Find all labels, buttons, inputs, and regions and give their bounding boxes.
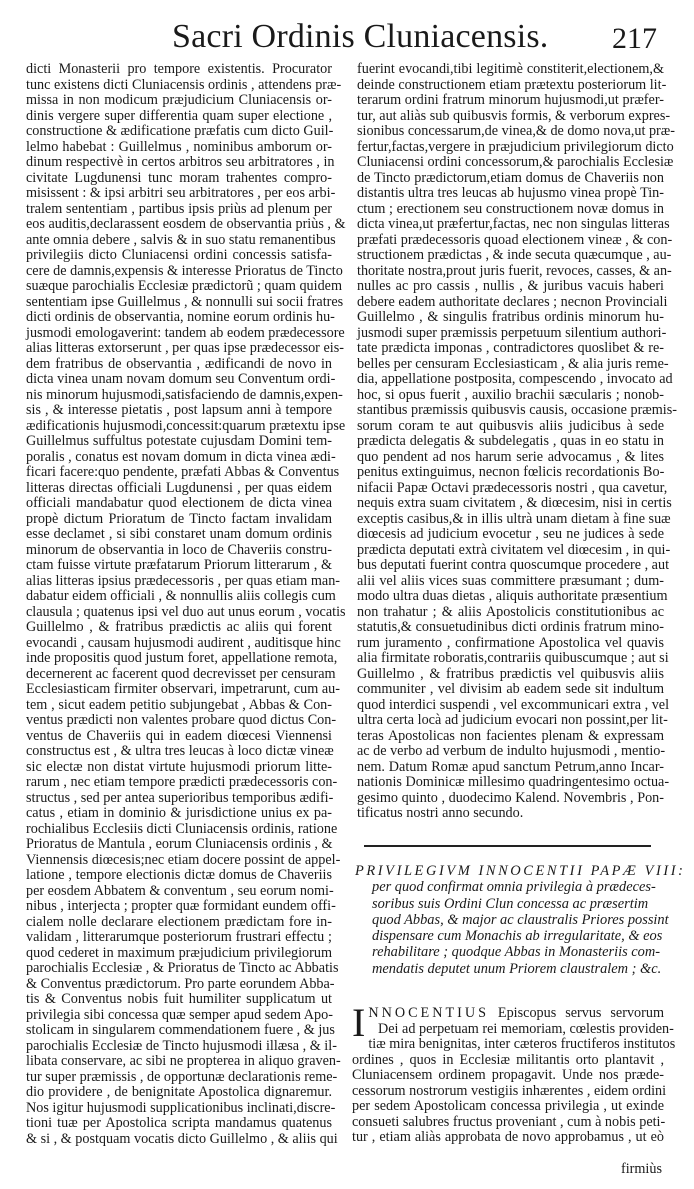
text-line: tioni tuæ per Apostolica scripta mandamus quatenus <box>26 1115 332 1131</box>
text-line: nem. Datum Romæ apud sanctum Petrum,anno Incar- <box>357 758 664 775</box>
running-header <box>0 18 694 62</box>
text-line: inde propositis quod justum foret, appellatione remota, <box>26 650 338 666</box>
text-line: rum juramento , confirmatione Apostolica vel quavis <box>357 634 664 651</box>
text-line: eos auditis,declarassent eosdem de observantia priùs , & <box>26 216 346 232</box>
rubric-line: rehabilitare ; quodque Abbas in Monasteriis com- <box>372 944 661 961</box>
text-line: penitus extinguimus, necnon fœlicis recordationis Bo- <box>357 464 665 480</box>
section-divider-rule <box>364 845 651 847</box>
text-line: nibus , interjecta ; propter quæ formidant eundem offi- <box>26 898 336 914</box>
rubric-line: soribus suis Ordini Clun concessa ac præsertim <box>372 895 649 912</box>
text-line: quo pendent ad nos harum serie advocamus , & lites <box>357 448 664 465</box>
text-line: sic electæ non distat virtute hujusmodi priorum litte- <box>26 758 332 775</box>
text-line: esse declamet , si sibi constaret unam domum ordinis <box>26 526 332 542</box>
text-line: thoritate nostra,prout juris fuerit, revoces, casses, & an- <box>357 262 672 279</box>
text-line: clausula ; quatenus ipsi vel duo aut unus eorum , vocatis <box>26 603 346 620</box>
text-line: Cluniacensem ordinem propagavit. Unde nos præde- <box>352 1067 664 1083</box>
text-line: dicta vinea unam novam domum seu Conventum ordi- <box>26 371 336 387</box>
text-line: dicti ordinis de observantia, nomine eorum ordinis hu- <box>26 309 335 325</box>
rubric-title: PRIVILEGIVM INNOCENTII PAPÆ VIII: <box>355 863 686 879</box>
rubric-line: per quod confirmat omnia privilegia à prædeces- <box>372 879 656 896</box>
text-line: decernerent ac facerent quod decrevisset per censuram <box>26 665 336 682</box>
text-line: structionem prædictas , & inde secuta quæcumque , au- <box>357 247 672 263</box>
text-line: Nos igitur hujusmodi supplicationibus inclinati,discre- <box>26 1099 336 1116</box>
text-line: stantibus præmissis quibusvis causis, occasione præmis- <box>357 402 677 418</box>
rubric-heading <box>355 863 686 977</box>
text-line: dicti Monasterii pro tempore existentis. Procurator <box>26 61 332 77</box>
text-line: missa in non modicum præjudicium Cluniacensis or- <box>26 92 332 108</box>
text-line: & si , & postquam vocatis dicto Guillelmo , & aliis qui <box>26 1130 338 1147</box>
drop-cap: I <box>352 1000 366 1045</box>
text-line: validam , litterarumque posteriorum frustrari effectu ; <box>26 929 332 945</box>
text-line: de Tincto prædictorum,etiam domus de Chaveriis non <box>357 169 664 186</box>
text-line: ficari facere:quo pendente, præfati Abbas & Conventus <box>26 464 340 480</box>
text-line: poralis , conatus est novam domum in dicta vinea ædi- <box>26 448 336 465</box>
text-line: ventus prædicti non valentes probare quod dictus Con- <box>26 712 337 728</box>
text-line: dio providere , de benignitate Apostolica dignaremur. <box>26 1084 332 1100</box>
text-line: ædificationis hujusmodi,concessit:quarum prætextu ipse <box>26 417 346 434</box>
text-line: modo ultra duas dietas , aliquis authoritate præsentium <box>357 588 668 604</box>
rubric-line: quod Abbas, & major ac claustralis Priores possint <box>372 911 669 928</box>
text-line: alias litteras ipsius prædecessoris , per quas etiam man- <box>26 572 341 589</box>
text-line: tificatus nostri anno secundo. <box>357 805 524 821</box>
text-line: alii vel aliis vices suas committere præsumant ; dum- <box>357 572 664 589</box>
rubric-line: mendatis deputet unum Priorem claustralem ; &c. <box>372 960 662 977</box>
bull-first-line-rest: Episcopus servus servorum <box>497 1005 664 1021</box>
bull-incipit: NNOCENTIUS <box>368 1005 489 1021</box>
text-line: quod interdici suspendi , vel excommunicari extra , vel <box>357 696 670 713</box>
text-line: tiæ mira benignitas, inter cæteros fructiferos institutos <box>368 1036 676 1052</box>
text-line: statutis,& consuetudinibus dicti ordinis fratrum mino- <box>357 619 664 635</box>
text-line: ac de verbo ad verbum de indulto hujusmodi , mentio- <box>357 743 666 759</box>
text-line: dicta vinea,ut præfertur,factas, nec non singulas litteras <box>357 216 670 232</box>
text-line: privilegia sibi concessa quæ semper apud sedem Apo- <box>26 1006 333 1023</box>
text-line: fertur,factas,vergere in præjudicium privilegiorum dicto <box>357 138 674 155</box>
text-line: deinde constructionem etiam prætextu posteriorum lit- <box>357 76 667 93</box>
text-line: dabatur eidem officiali , & nonnullis aliis collegis cum <box>26 588 336 604</box>
text-line: consueti salubres fructus proveniant , cum à nobis peti- <box>352 1113 666 1130</box>
text-line: terarum ordini fratrum minorum hujusmodi,ut præfer- <box>357 92 664 108</box>
text-line: tralem sententiam , partibus ipsis priùs ad plenum per <box>26 200 332 217</box>
text-line: debere eadem authoritate declares ; necnon Provinciali <box>357 293 668 310</box>
text-line: cessorum nostrorum vestigiis inhærentes , eidem ordini <box>352 1082 667 1099</box>
text-line: nationis Dominicæ millesimo quadringentesimo octua- <box>357 774 670 790</box>
text-line: Guillelmo , & fratribus prædictis ac aliis qui forent <box>26 619 332 635</box>
rubric-line: dispensare cum Monachis ab irregularitate, & eos <box>372 928 663 945</box>
text-line: rarum , nec etiam tempore prædicti prædecessoris con- <box>26 774 338 790</box>
right-column <box>357 61 677 822</box>
text-line: dia, appellatione postposita, compescendo , invocato ad <box>357 371 673 387</box>
text-line: sorum coram te aut quibusvis aliis judicibus à sede <box>357 417 664 434</box>
text-line: Dei ad perpetuam rei memoriam, cœlestis providen- <box>378 1020 674 1037</box>
text-line: communiter , vel divisim ab eadem sede sit indultum <box>357 681 664 697</box>
text-line: suæque parochialis Ecclesiæ prædictorũ ; quam quidem <box>26 278 342 294</box>
text-line: catus , etiam in dominio & jurisdictione unius ex pa- <box>26 805 332 821</box>
text-line: quod cederet in maximum præjudicium privilegiorum <box>26 944 332 961</box>
bull-text <box>352 1000 676 1146</box>
text-line: dinis vergere super differentia quam super electione , <box>26 107 332 124</box>
text-line: parochialis Ecclesiæ , & Prioratus de Tincto ac Abbatis <box>26 960 339 976</box>
text-line: & Conventus prædictorum. Pro parte eorundem Abba- <box>26 975 335 992</box>
text-line: Cluniacensi ordini concessorum,& parochialis Ecclesiæ <box>357 154 674 170</box>
text-line: tate prædicta imponas , contradictores quoslibet & re- <box>357 340 664 356</box>
text-line: tis & Conventus nobis fuit humiliter supplicatum ut <box>26 991 332 1007</box>
text-line: dem fratribus de observantia , ædificandi de novo in <box>26 355 332 372</box>
text-line: præfati prædecessoris quoad electionem vineæ , & con- <box>357 231 673 248</box>
text-line: dinum respectivè in certos arbitros seu arbitratores , in <box>26 154 335 170</box>
text-line: ctum ; erectionem seu constructionem novæ domus in <box>357 200 664 217</box>
text-line: tunc existens dicti Cluniacensis ordinis , attendens præ- <box>26 76 342 93</box>
text-line: nis minorum hujusmodi,satisfaciendo de damnis,expen- <box>26 386 343 403</box>
text-line: constructione & ædificatione præfatis cum dicto Guil- <box>26 123 334 139</box>
text-line: tur super præmissis , de opportunæ declarationis reme- <box>26 1068 338 1085</box>
text-line: exceptis casibus,& in illis ultrà unam dietam à fine suæ <box>357 510 671 527</box>
text-line: rochialibus Ecclesiis dicti Cluniacensis ordinis, ratione <box>26 820 338 837</box>
text-line: distantis ultra tres leucas ab hujusmo vinea propè Tin- <box>357 185 664 201</box>
text-line: ordines , quos in Ecclesiæ militantis orto plantavit , <box>352 1051 664 1068</box>
text-line: ventus de Chaveriis qui in eadem diœcesi Viennensi <box>26 727 332 744</box>
text-line: hoc, si opus fuerit , auxilio brachii sæcularis ; nonob- <box>357 386 664 403</box>
text-line: per eosdem Abbatem & conventum , seu eorum nomi- <box>26 882 334 899</box>
left-column <box>26 61 346 1147</box>
text-line: structus , sed per antea superioribus temporibus ædifi- <box>26 789 334 806</box>
text-line: officiali mandabatur quod electionem de dicta vinea <box>26 495 332 511</box>
text-line: ultra certa locà ad judicium evocari non possint,per lit- <box>357 712 668 728</box>
text-line: parochialis Ecclesiæ de Tincto hujusmodi illæsa , & il- <box>26 1037 337 1054</box>
text-line: nulles ac pro cassis , nullis , & juribus vacuis haberi <box>357 278 664 294</box>
text-line: civitate Lugdunensi tunc moram trahentes compro- <box>26 169 332 186</box>
text-line: sionibus concessarum,de vinea,& de domo nova,ut præ- <box>357 123 675 139</box>
text-line: privilegiis dicto Cluniacensi ordini concessis satisfa- <box>26 247 332 263</box>
text-line: teras Apostolicas non facientes plenam & expressam <box>357 727 664 744</box>
text-line: tur , etiam aliàs approbata de novo approbamus , ut eò <box>352 1129 664 1145</box>
text-line: libata conservare, ac sibi ne propterea in aliquo graven- <box>26 1053 341 1069</box>
text-line: diœcesis ad judicium evocetur , seu ne judices à sede <box>357 526 664 542</box>
text-line: fuerint evocandi,tibi legitimè constiterit,electionem,& <box>357 61 664 77</box>
text-line: Guillelmo , & singulis fratribus ordinis minorum hu- <box>357 309 664 325</box>
text-line: tem , sicut eadem petitio subjungebat , Abbas & Con- <box>26 696 332 713</box>
text-line: litteras directas officiali Lugdunensi , per quas eidem <box>26 479 332 496</box>
text-line: stolicam in singularem commendationem fuere , & jus <box>26 1022 335 1038</box>
text-line: alias litteras extorserunt , per quas ipse prædecessor eis- <box>26 340 344 356</box>
text-line: prædicta deputati extrà civitatem vel diœcesim , in qui- <box>357 541 671 558</box>
text-line: Prioratus de Mantula , eorum Cluniacensis ordinis , & <box>26 836 333 852</box>
text-line: Guillelmo , & fratribus prædictis vel quibusvis aliis <box>357 665 664 682</box>
text-line: minorum de observantia in loco de Chaveriis constru- <box>26 541 332 558</box>
text-line: jusmodi super præmissis perpetuum silentium authori- <box>357 324 667 341</box>
text-line: evocandi , causam hujusmodi audirent , auditisque hinc <box>26 634 341 651</box>
page-title: Sacri Ordinis Cluniacensis. <box>172 18 549 55</box>
text-line: tur, aut aliàs sub quibusvis formis, & verborum expres- <box>357 107 671 124</box>
text-line: nifacii Papæ Octavi prædecessoris nostri , qua cavetur, <box>357 479 668 496</box>
text-line: ctam fuisse virtute præfatarum Priorum litterarum , & <box>26 557 332 573</box>
text-line: ante omnia debere , salvis & in suo statu remanentibus <box>26 231 336 248</box>
text-line: misissent : & ipsi arbitri seu arbitratores , per eos arbi- <box>26 185 336 201</box>
text-line: jusmodi emologaverint: tandem ab eodem prædecessore <box>26 324 345 341</box>
text-line: lelmo habebat : Guillelmus , nominibus amborum or- <box>26 138 332 155</box>
text-line: latione , tempore electionis dictæ domus de Chaveriis <box>26 867 332 883</box>
text-line: Ecclesiasticam firmiter observari, impetrarunt, cum au- <box>26 681 340 697</box>
text-line: Viennensis diœcesis;nec etiam docere possint de appel- <box>26 851 341 868</box>
text-line: prædicta delegatis & subdelegatis , quas in eo statu in <box>357 433 664 449</box>
text-line: bus deputati fuerint contra quoscumque procedere , aut <box>357 557 670 573</box>
text-line: non trahatur ; & aliis Apostolicis constitutionibus ac <box>357 603 664 620</box>
text-line: alia firmitate roboratis,contrariis quibuscumque ; aut si <box>357 650 669 666</box>
text-line: gesimo quinto , duodecimo Kalend. Novembris , Pon- <box>357 789 664 806</box>
text-line: per sedem Apostolicam concessa privilegia , ut exinde <box>352 1098 664 1114</box>
text-line: sis , & interesse pietatis , post lapsum anni à tempore <box>26 402 332 418</box>
text-line: constructus est , & ultra tres leucas à loco dictæ vineæ <box>26 743 334 759</box>
text-line: cere de damnis,expensis & interesse Prioratus de Tincto <box>26 262 343 279</box>
text-line: Guillelmus suffultus potestate cujusdam Domini tem- <box>26 433 332 449</box>
text-line: sententiam ipse Guillelmus , & nonnulli sui socii fratres <box>26 293 344 310</box>
page-number: 217 <box>612 22 657 55</box>
text-line: propè dictum Prioratum de Tincto factam invalidam <box>26 510 332 527</box>
text-line: cialem nolle declarare electionem prædictam fore in- <box>26 913 332 930</box>
catchword: firmiùs <box>621 1161 662 1177</box>
text-line: nequis extra suam civitatem , & diœcesim, nisi in certis <box>357 495 672 511</box>
text-line: belles per censuram Ecclesiasticam , & alia juris reme- <box>357 355 669 372</box>
